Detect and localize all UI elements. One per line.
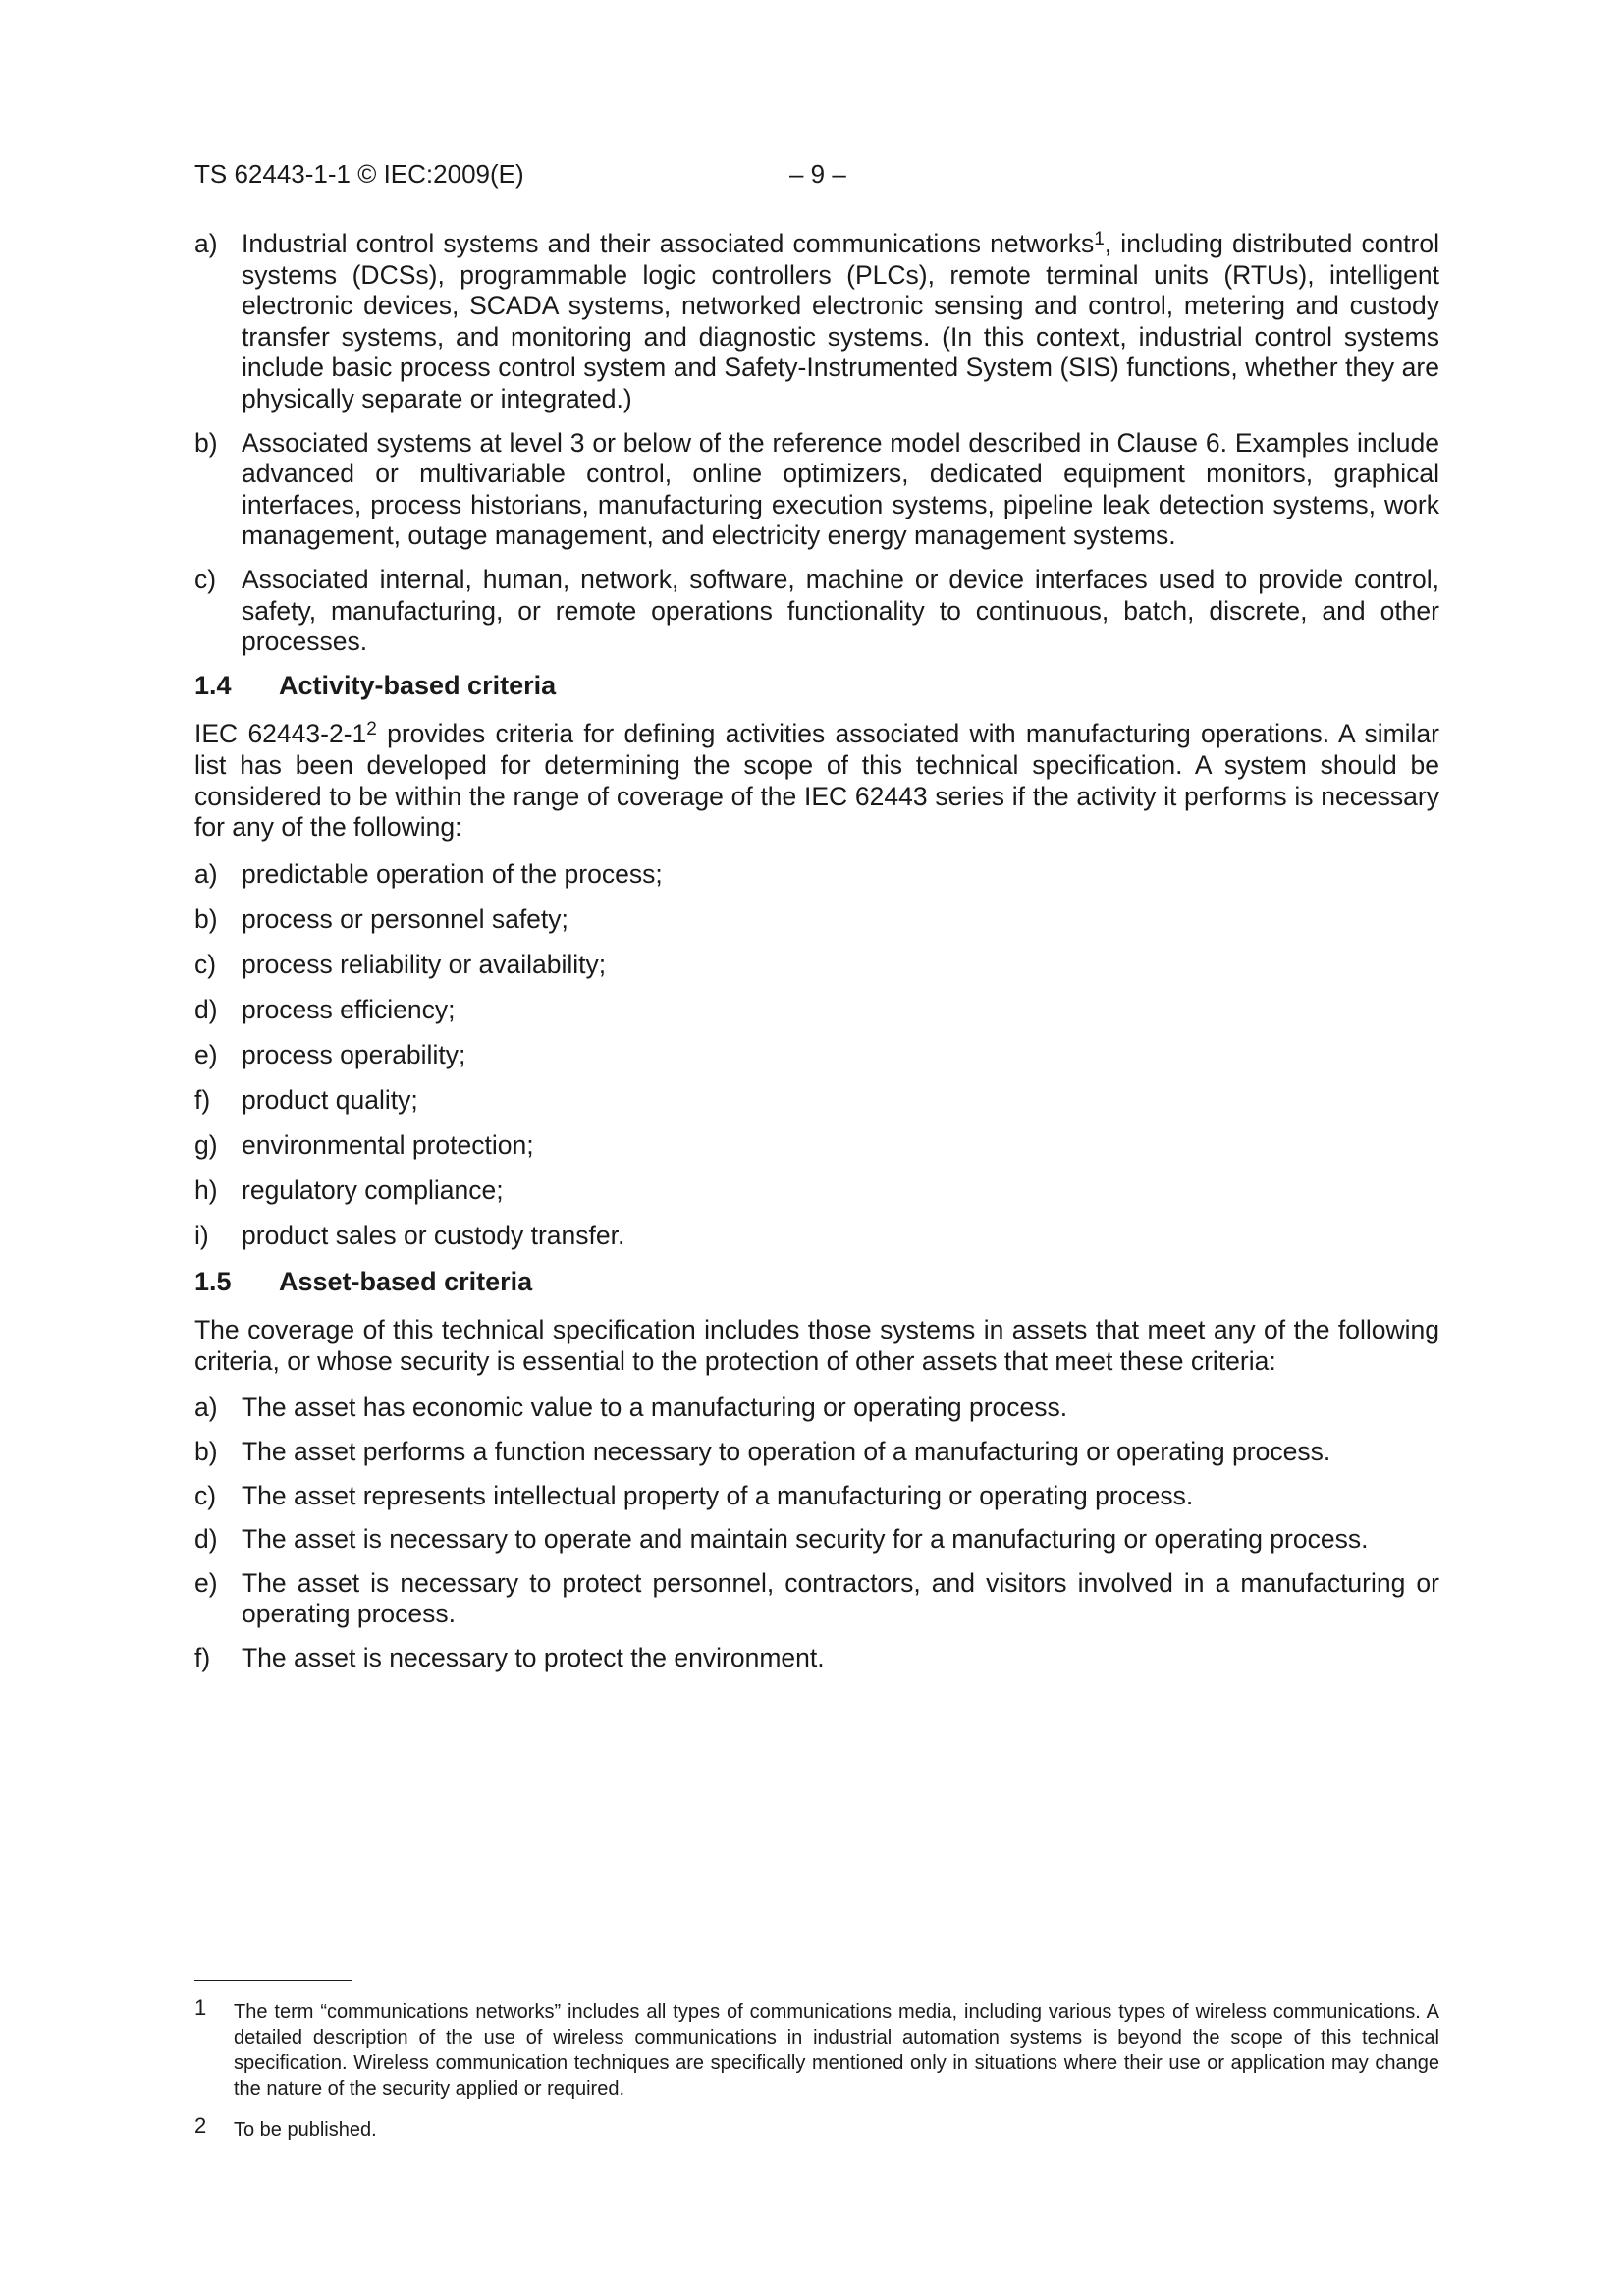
list-label: g): [194, 1130, 218, 1161]
section-heading-1-5: [194, 1267, 1439, 1298]
list-label: a): [194, 229, 218, 258]
list-label: b): [194, 427, 218, 458]
list-text: Industrial control systems and their associated communications networks: [242, 229, 1095, 258]
list-label: b): [194, 903, 218, 934]
list-label: h): [194, 1175, 218, 1206]
page-content: [194, 229, 1439, 1686]
list-label: d): [194, 1524, 218, 1555]
list-item: [194, 1130, 1439, 1162]
list-label: i): [194, 1221, 209, 1251]
list-text: The asset performs a function necessary to operation of a manufacturing or operating process.: [242, 1436, 1331, 1466]
list-item: [194, 1568, 1439, 1630]
list-label: c): [194, 1480, 217, 1510]
list-label: c): [194, 564, 217, 594]
section-number: 1.4: [194, 670, 232, 700]
list-text: Associated systems at level 3 or below of the reference model described in Clause 6. Examples include advanced or multivariable control, online optimizers, dedicated equipment monitors, graphical interfaces, process historians, manufacturing execution systems, pipeline leak detection systems, work management, outage management, and electricity energy management systems.: [242, 427, 1439, 551]
system-scope-list: [194, 229, 1439, 658]
list-item: [194, 859, 1439, 891]
footnote-text: To be published.: [234, 2119, 377, 2141]
activity-criteria-list: [194, 859, 1439, 1252]
footnote-separator: [194, 1980, 352, 1981]
list-text: product quality;: [242, 1085, 418, 1116]
paragraph: The coverage of this technical specification includes those systems in assets that meet any of the following criteria, or whose security is essential to the protection of other assets that meet these criteria:: [194, 1315, 1439, 1376]
list-item: [194, 1221, 1439, 1252]
list-item: [194, 565, 1439, 658]
list-label: e): [194, 1567, 218, 1598]
paragraph-text: IEC 62443-2-1: [194, 719, 367, 749]
list-text: The asset is necessary to protect the environment.: [242, 1642, 825, 1672]
list-label: a): [194, 1393, 218, 1423]
section-title: Asset-based criteria: [279, 1266, 533, 1296]
list-item: [194, 1524, 1439, 1556]
footnote-ref-1[interactable]: 1: [1094, 229, 1105, 249]
list-label: a): [194, 858, 218, 889]
list-label: e): [194, 1040, 218, 1070]
list-label: b): [194, 1436, 218, 1466]
list-item: [194, 1393, 1439, 1424]
list-text: Associated internal, human, network, software, machine or device interfaces used to provide control, safety, manufacturing, or remote operations functionality to continuous, batch, discrete, and other processes.: [242, 564, 1439, 657]
list-item: [194, 1040, 1439, 1071]
list-text: The asset is necessary to operate and maintain security for a manufacturing or operating process.: [242, 1524, 1369, 1555]
list-text: The asset represents intellectual property of a manufacturing or operating process.: [242, 1480, 1194, 1510]
list-item: [194, 904, 1439, 936]
paragraph-text: provides criteria for defining activities associated with manufacturing operations. A similar list has been developed for determining the scope of this technical specification. A system should be considered to be within the range of coverage of the IEC 62443 series if the activity it performs is necessary for any of the following:: [194, 719, 1439, 843]
paragraph: [194, 719, 1439, 843]
document-id: TS 62443-1-1 © IEC:2009(E): [194, 159, 524, 189]
list-text: regulatory compliance;: [242, 1175, 504, 1206]
list-item: [194, 1085, 1439, 1117]
footnotes: [194, 1995, 1439, 2159]
page-header: [194, 154, 846, 193]
list-text: process reliability or availability;: [242, 949, 607, 979]
footnote-1: [194, 1995, 1439, 2102]
list-item: [194, 1643, 1439, 1674]
list-item: [194, 1481, 1439, 1512]
list-text: process efficiency;: [242, 994, 456, 1024]
page-number: – 9 –: [789, 159, 846, 189]
footnote-mark: 2: [194, 2113, 207, 2138]
section-number: 1.5: [194, 1266, 232, 1296]
list-text: The asset is necessary to protect personnel, contractors, and visitors involved in a manufacturing or operating process.: [242, 1567, 1439, 1629]
footnote-ref-2[interactable]: 2: [366, 719, 377, 740]
list-text: predictable operation of the process;: [242, 858, 663, 889]
list-text: process operability;: [242, 1040, 466, 1070]
list-item: [194, 229, 1439, 415]
list-item: [194, 950, 1439, 981]
list-label: f): [194, 1642, 211, 1672]
list-item: [194, 1175, 1439, 1207]
footnote-text: The term “communications networks” includes all types of communications media, including various types of wireless communications. A detailed description of the use of wireless communications in industrial automation systems is beyond the scope of this technical specification. Wireless communication techniques are specifically mentioned only in situations where their use or application may change the nature of the security applied or required.: [234, 2001, 1439, 2100]
list-item: [194, 1437, 1439, 1468]
section-heading-1-4: [194, 671, 1439, 702]
list-text: The asset has economic value to a manufacturing or operating process.: [242, 1393, 1068, 1423]
list-text: environmental protection;: [242, 1130, 534, 1161]
footnote-2: [194, 2113, 1439, 2143]
section-title: Activity-based criteria: [279, 670, 557, 700]
list-item: [194, 995, 1439, 1026]
list-label: f): [194, 1085, 211, 1116]
list-text: product sales or custody transfer.: [242, 1221, 625, 1251]
list-label: c): [194, 949, 217, 979]
footnote-mark: 1: [194, 1995, 207, 2020]
list-text: process or personnel safety;: [242, 903, 568, 934]
list-text: , including distributed control systems (DCSs), programmable logic controllers (PLCs), remote terminal units (RTUs), intelligent electronic devices, SCADA systems, networked electronic sensing and control, metering and custody transfer systems, and monitoring and diagnostic systems. (In this context, industrial control systems include basic process control system and Safety-Instrumented System (SIS) functions, whether they are physically separate or integrated.): [242, 229, 1439, 413]
list-label: d): [194, 994, 218, 1024]
asset-criteria-list: [194, 1393, 1439, 1673]
list-item: [194, 428, 1439, 552]
